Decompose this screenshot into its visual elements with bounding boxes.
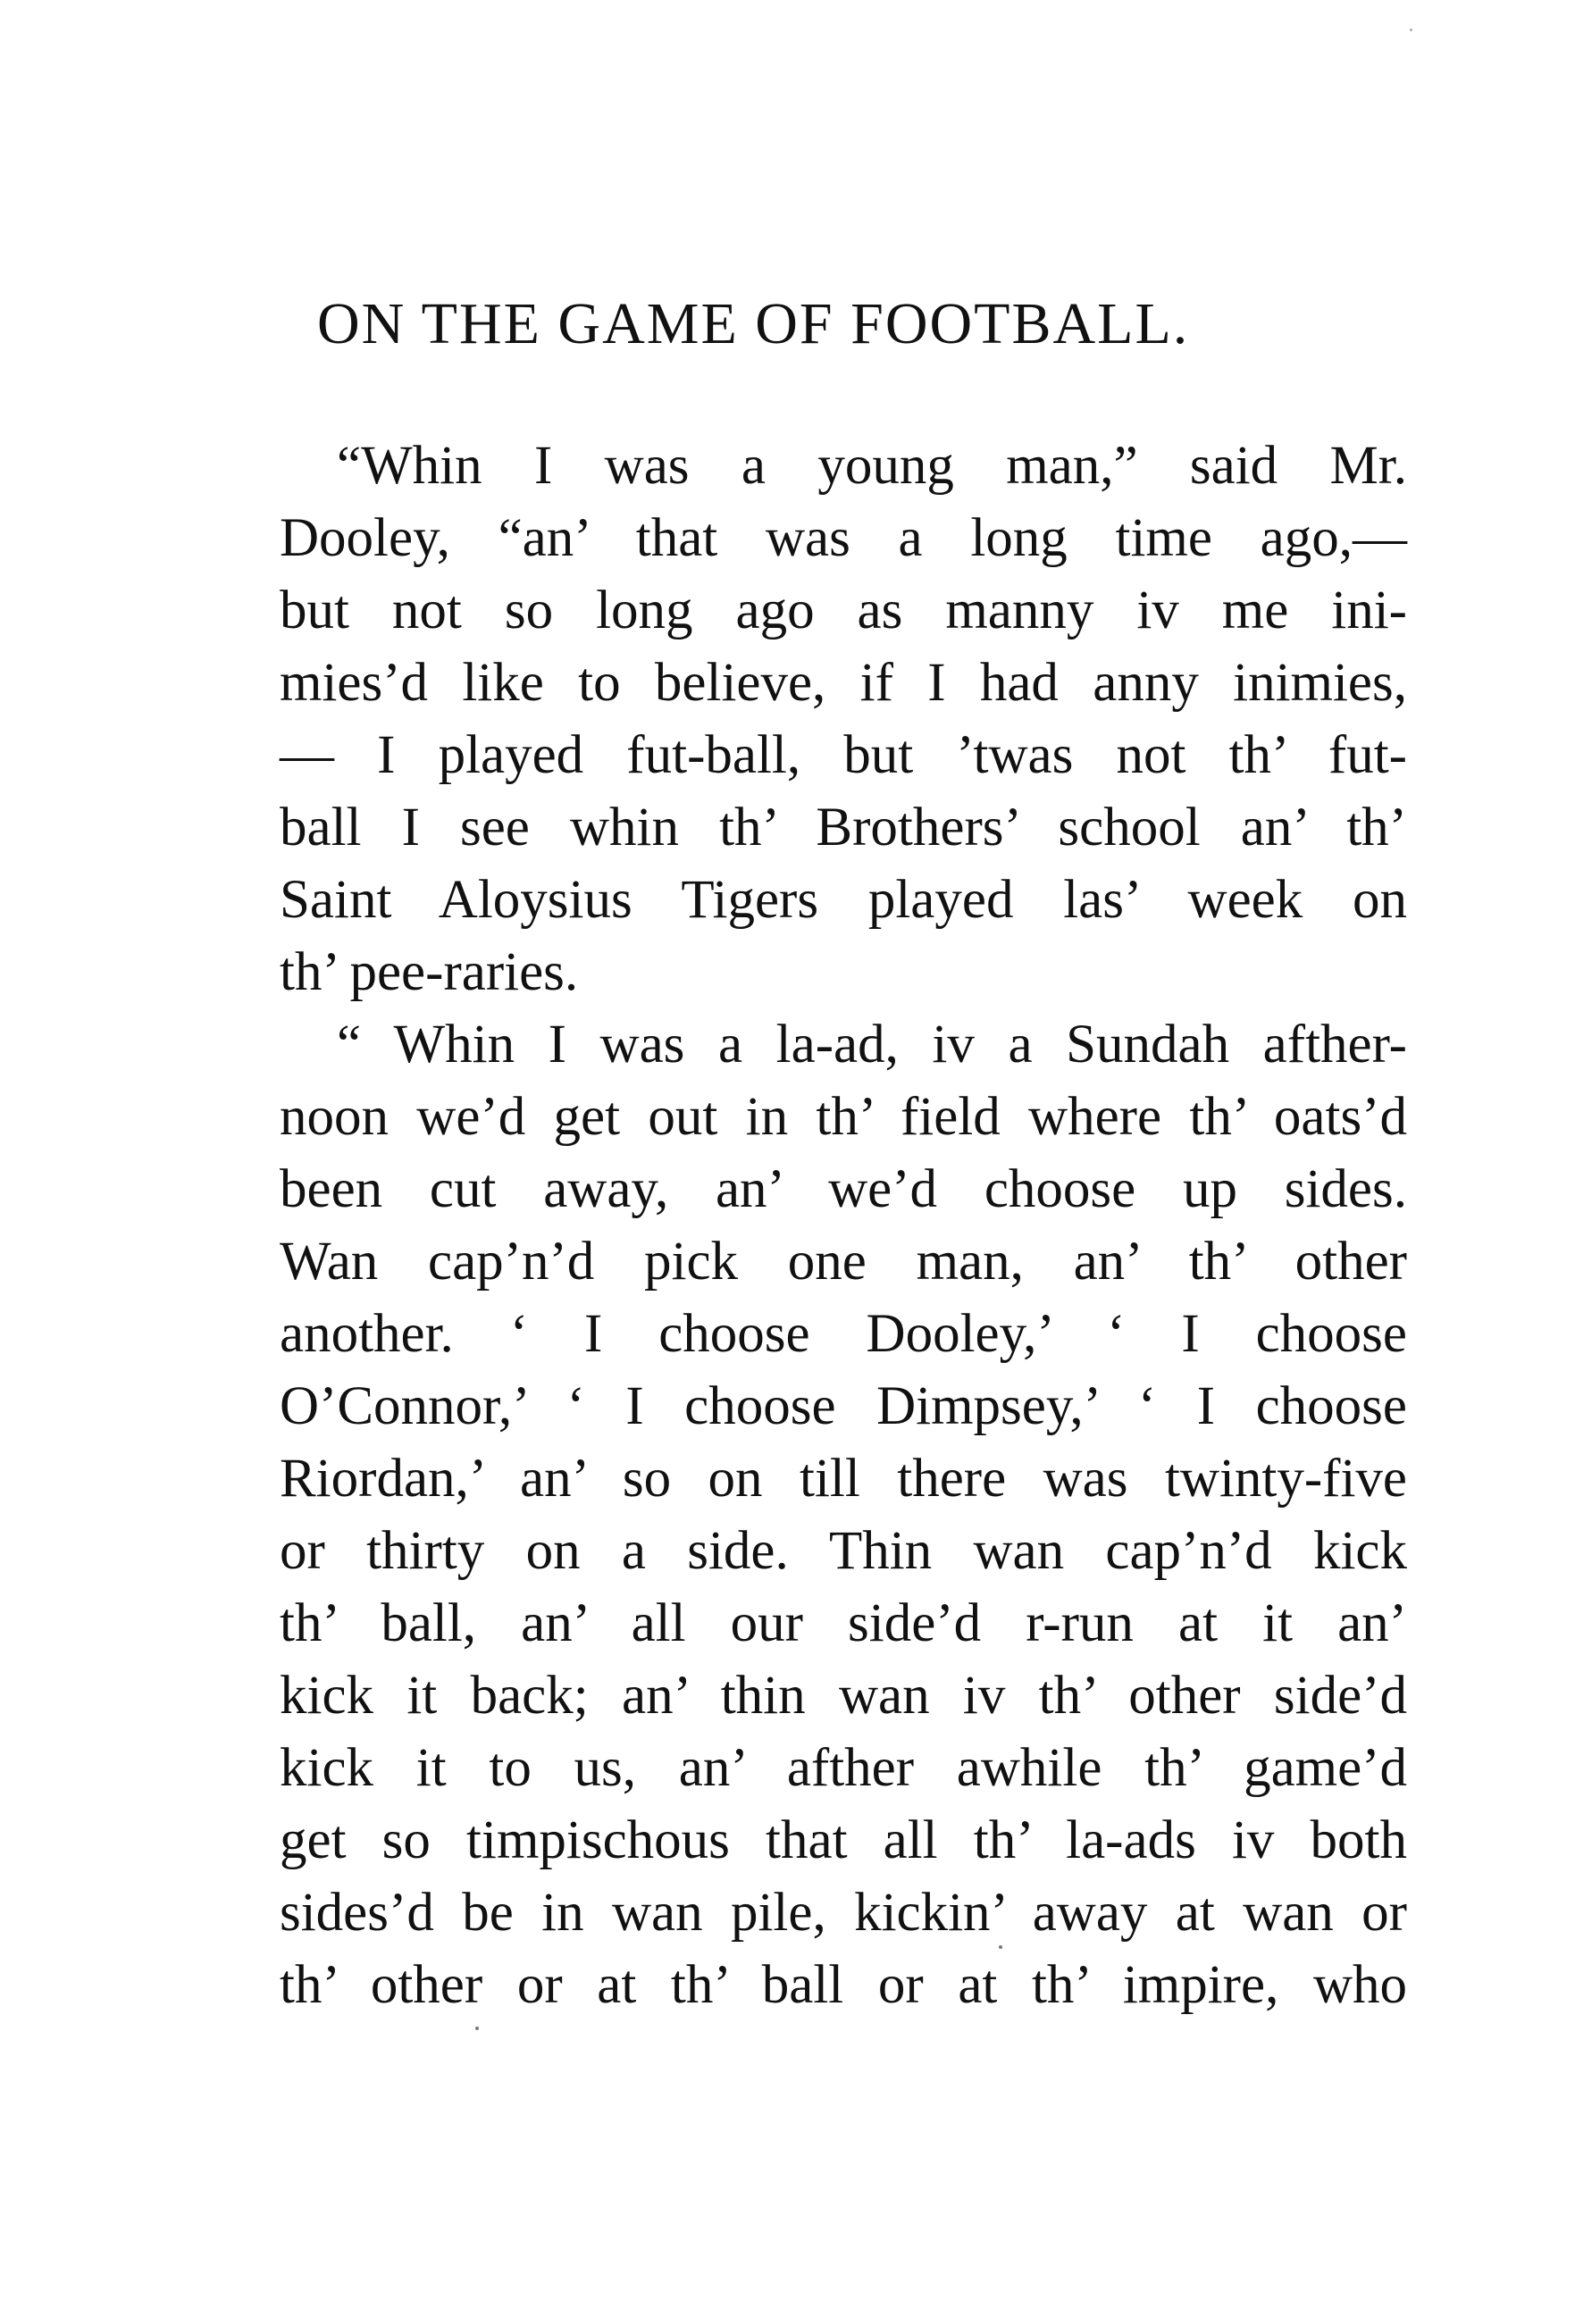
chapter-title: ON THE GAME OF FOOTBALL. xyxy=(317,291,1190,356)
text-line: th’ pee-raries. xyxy=(280,942,579,1002)
text-line: th’ ball, an’ all our side’d r-run at it an’ xyxy=(280,1593,1407,1653)
text-line: th’ other or at th’ ball or at th’ impire, who xyxy=(280,1955,1407,2015)
text-line: noon we’d get out in th’ field where th’ oats’d xyxy=(280,1087,1407,1147)
body-text xyxy=(280,430,1407,2021)
page-speck xyxy=(1410,29,1412,31)
text-line: Riordan,’ an’ so on till there was twinty-five xyxy=(280,1449,1407,1509)
text-line: get so timpischous that all th’ la-ads iv both xyxy=(280,1810,1407,1870)
page-speck xyxy=(475,2027,479,2030)
text-line: “ Whin I was a la-ad, iv a Sundah afther- xyxy=(337,1015,1407,1074)
text-line: or thirty on a side. Thin wan cap’n’d kick xyxy=(280,1521,1407,1581)
text-line: ball I see whin th’ Brothers’ school an’ th’ xyxy=(280,798,1407,857)
text-line: O’Connor,’ ‘ I choose Dimpsey,’ ‘ I choose xyxy=(280,1376,1407,1436)
text-line: been cut away, an’ we’d choose up sides. xyxy=(280,1159,1407,1219)
page-speck xyxy=(999,1945,1002,1949)
text-line: Dooley, “an’ that was a long time ago,— xyxy=(280,508,1407,568)
text-line: Saint Aloysius Tigers played las’ week on xyxy=(280,870,1407,930)
text-line: another. ‘ I choose Dooley,’ ‘ I choose xyxy=(280,1304,1407,1364)
text-line: kick it to us, an’ afther awhile th’ game’d xyxy=(280,1738,1407,1798)
text-line: Wan cap’n’d pick one man, an’ th’ other xyxy=(280,1232,1407,1292)
text-line: — I played fut-ball, but ’twas not th’ fut- xyxy=(280,725,1407,785)
text-line: mies’d like to believe, if I had anny inimies, xyxy=(280,653,1407,713)
text-line: “Whin I was a young man,” said Mr. xyxy=(337,436,1407,496)
text-line: but not so long ago as manny iv me ini- xyxy=(280,581,1407,640)
text-line: sides’d be in wan pile, kickin’ away at wan or xyxy=(280,1883,1407,1943)
text-line: kick it back; an’ thin wan iv th’ other side’d xyxy=(280,1666,1407,1726)
